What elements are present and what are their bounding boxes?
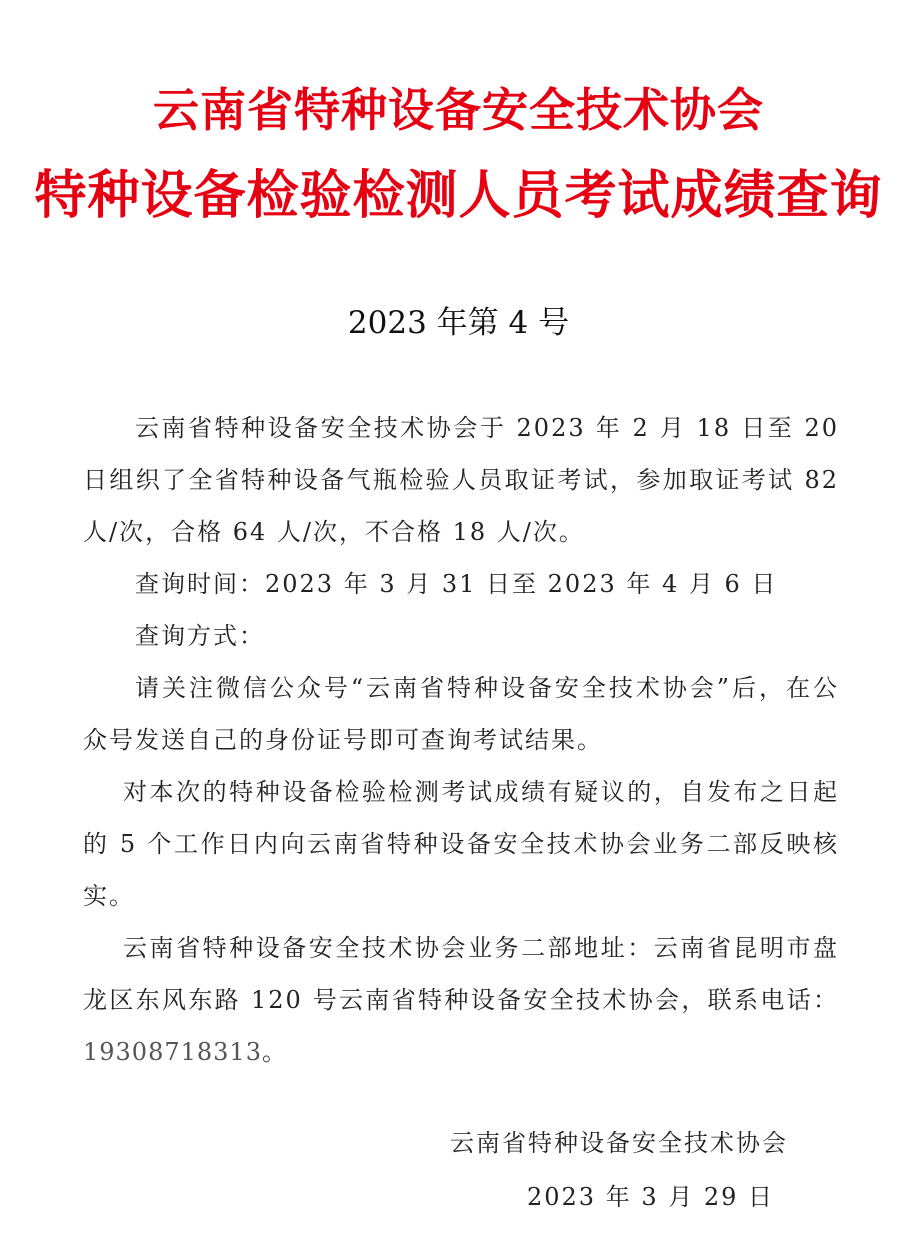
- paragraph-exam-summary: 云南省特种设备安全技术协会于 2023 年 2 月 18 日至 20 日组织了全省特种设备气瓶检验人员取证考试，参加取证考试 82 人/次，合格 64 人/次，不合格 18 人/次。: [83, 414, 839, 546]
- paragraph-objection: 对本次的特种设备检验检测考试成绩有疑议的，自发布之日起的 5 个工作日内向云南省特种设备安全技术协会业务二部反映核实。: [83, 778, 839, 910]
- signature-date: 2023 年 3 月 29 日: [527, 1183, 775, 1211]
- header-organization: 云南省特种设备安全技术协会: [153, 83, 764, 137]
- phone-suffix: 。: [261, 1038, 288, 1066]
- paragraph-query-method-label: 查询方式：: [135, 622, 265, 650]
- address-text: 云南省特种设备安全技术协会业务二部地址：云南省昆明市盘龙区东风东路 120 号云南省特种设备安全技术协会，联系电话：: [83, 934, 839, 1014]
- paragraph-address-contact: [83, 922, 839, 1078]
- contact-phone: 19308718313: [83, 1038, 262, 1066]
- document-number: 2023 年第 4 号: [347, 305, 570, 341]
- notice-body: [83, 402, 839, 1078]
- paragraph-query-time: 查询时间：2023 年 3 月 31 日至 2023 年 4 月 6 日: [135, 570, 778, 598]
- signature-organization: 云南省特种设备安全技术协会: [450, 1129, 788, 1157]
- paragraph-query-method: 请关注微信公众号“云南省特种设备安全技术协会”后，在公众号发送自己的身份证号即可查询考试结果。: [83, 674, 839, 754]
- header-title: 特种设备检验检测人员考试成绩查询: [34, 165, 883, 226]
